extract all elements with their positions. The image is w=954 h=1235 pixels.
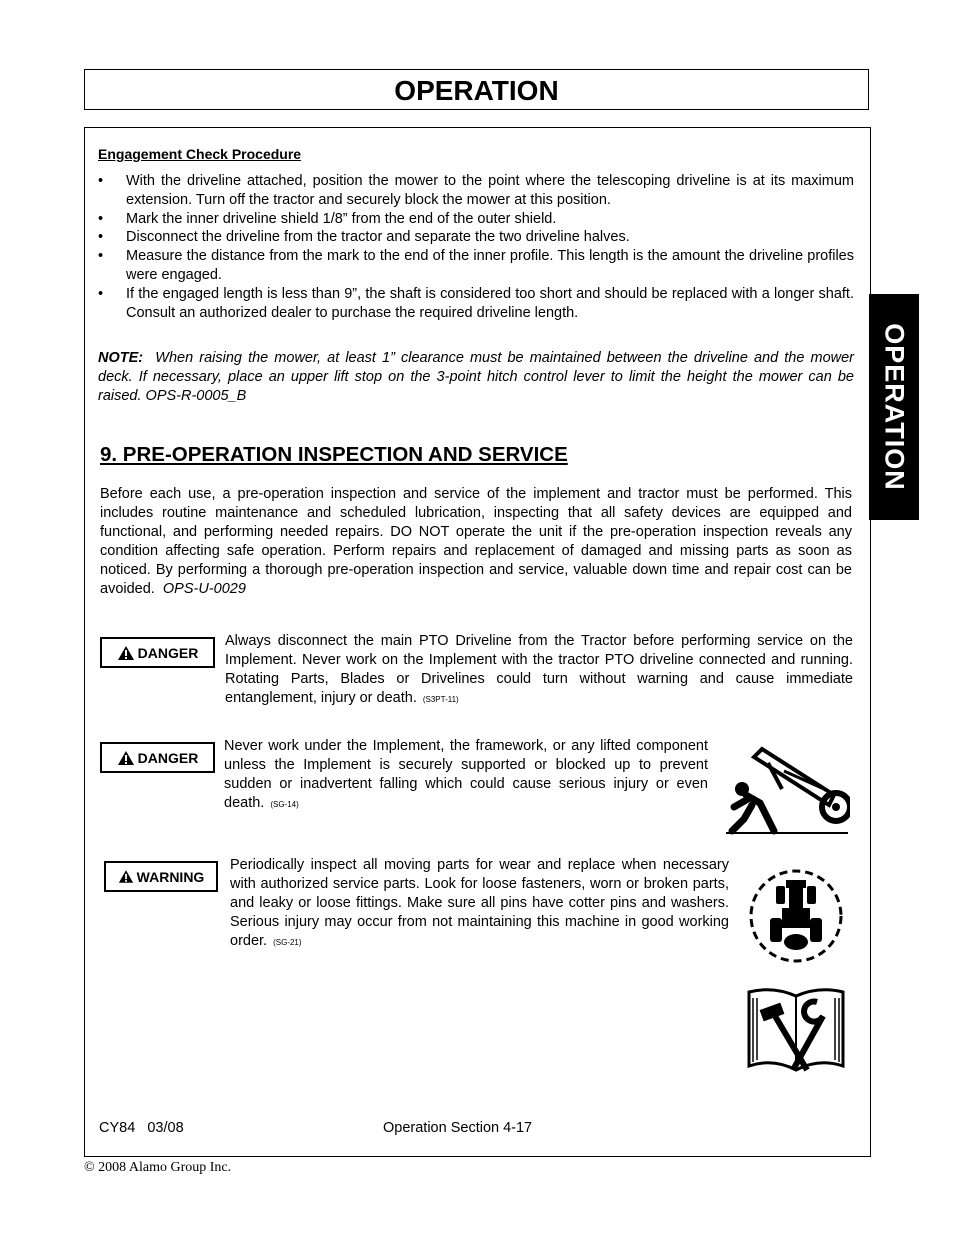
bullet-marker: • <box>98 173 104 189</box>
list-item-text: Disconnect the driveline from the tractor and separate the two driveline halves. <box>126 229 630 246</box>
warning-triangle-icon <box>117 750 135 766</box>
danger-badge <box>100 742 215 773</box>
note-paragraph <box>98 349 854 406</box>
safety-message <box>224 737 708 814</box>
bullet-marker: • <box>98 229 104 246</box>
crush-hazard-icon <box>724 745 850 835</box>
safety-message <box>230 856 729 952</box>
list-item <box>98 247 854 285</box>
bullet-marker: • <box>98 210 104 227</box>
list-item-text: With the driveline attached, position the mower to the point where the telescoping driveline is at its maximum extension. Turn off the tractor and securely block the mower at this position. <box>126 173 854 208</box>
safety-text: Periodically inspect all moving parts for wear and replace when necessary with authorized service parts. Look for loose fasteners, worn or broken parts, and leaky or loose fittings. Make sure all pins have cotter pins and washers. Serious injury may occur from not maintaining this machine in good working order. <box>230 857 729 949</box>
safety-code: (S3PT-11) <box>422 695 459 704</box>
manual-tools-icon <box>745 986 847 1076</box>
list-item <box>98 210 854 229</box>
warning-badge <box>104 861 218 892</box>
list-item-text: If the engaged length is less than 9”, the shaft is considered too short and should be replaced with a longer shaft. Consult an authorized dealer to purchase the required driveline length. <box>126 285 854 321</box>
badge-label: DANGER <box>137 749 199 766</box>
bullet-marker: • <box>98 285 104 302</box>
safety-text: Always disconnect the main PTO Driveline from the Tractor before performing service on the Implement. Never work on the Implement with the tractor PTO driveline connected and running. Rotating Parts, Blades or Drivelines could turn without warning and cause immediate entanglement, injury or death. <box>225 633 853 706</box>
warning-triangle-icon <box>118 869 134 884</box>
list-item <box>98 285 854 323</box>
note-label: NOTE: <box>98 350 144 366</box>
badge-label: WARNING <box>136 868 205 885</box>
note-text: When raising the mower, at least 1” clearance must be maintained between the driveline and the mower deck. If necessary, place an upper lift stop on the 3-point hitch control lever to limit the height the mower can be raised. OPS-R-0005_B <box>98 350 855 404</box>
section-paragraph <box>100 485 852 599</box>
side-tab-label: OPERATION <box>879 323 910 491</box>
list-item-text: Measure the distance from the mark to the end of the inner profile. This length is the amount the driveline profiles were engaged. <box>126 248 854 283</box>
bullet-marker: • <box>98 248 104 265</box>
section-heading: 9. PRE-OPERATION INSPECTION AND SERVICE <box>100 443 568 466</box>
safety-text: Never work under the Implement, the framework, or any lifted component unless the Implement is securely supported or blocked up to prevent sudden or inadvertent falling which could cause serious injury or even death. <box>224 738 708 811</box>
danger-badge <box>100 637 215 668</box>
safety-message <box>225 632 853 709</box>
safety-code: (SG-14) <box>270 800 299 809</box>
section-side-tab <box>869 294 919 520</box>
badge-label: DANGER <box>137 644 199 661</box>
engagement-bullet-list <box>98 172 854 322</box>
engagement-heading: Engagement Check Procedure <box>98 146 302 162</box>
safety-code: (SG-21) <box>273 938 302 947</box>
page-title: OPERATION <box>394 75 559 106</box>
list-item <box>98 228 854 247</box>
tractor-inspection-icon <box>746 866 846 966</box>
copyright-notice: © 2008 Alamo Group Inc. <box>84 1160 232 1175</box>
footer-page-number: Operation Section 4-17 <box>383 1120 533 1136</box>
warning-triangle-icon <box>117 645 135 661</box>
list-item-text: Mark the inner driveline shield 1/8” from the end of the outer shield. <box>126 210 557 227</box>
section-paragraph-text: Before each use, a pre-operation inspection and service of the implement and tractor must be performed. This includes routine maintenance and scheduled lubrication, inspecting that all safety devices are equipped and functional, and performing needed repairs. DO NOT operate the unit if the pre-operation inspection reveals any condition affecting safe operation. Perform repairs and replacement of damaged and missing parts as soon as noticed. By performing a thorough pre-operation inspection and service, valuable down time and repair cost can be avoided. <box>100 486 852 597</box>
footer-model-date: CY84 03/08 <box>99 1120 184 1136</box>
section-paragraph-code: OPS-U-0029 <box>162 581 246 597</box>
list-item <box>98 172 854 210</box>
